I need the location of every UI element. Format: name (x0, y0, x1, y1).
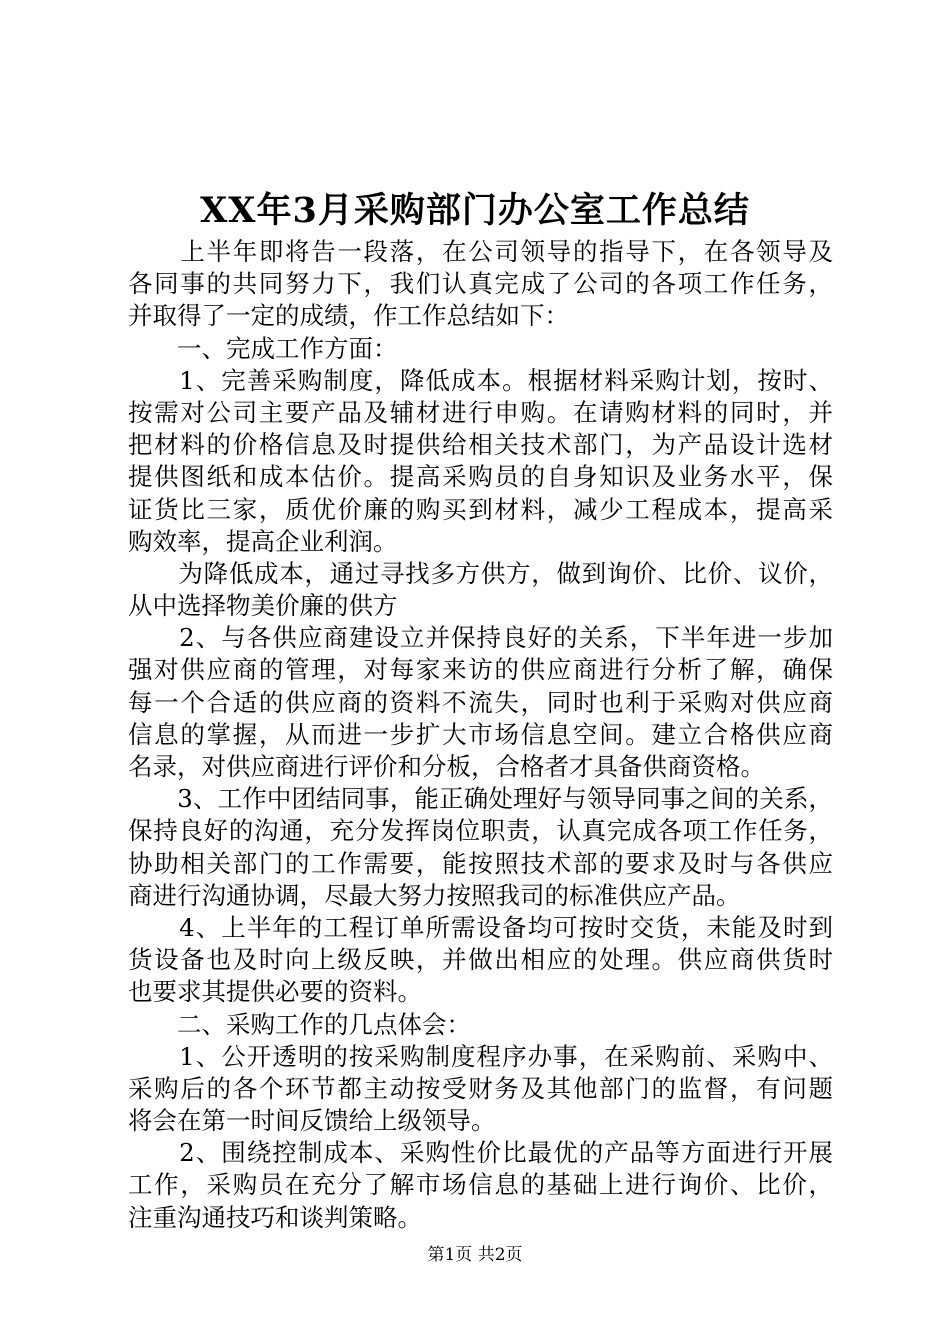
body-line: 将会在第一时间反馈给上级领导。 (128, 1106, 496, 1136)
body-line: 也要求其提供必要的资料。 (128, 977, 422, 1007)
document-title: XX年3月采购部门办公室工作总结 (200, 190, 750, 231)
body-line: 2、与各供应商建设立并保持良好的关系，下半年进一步加 (128, 623, 833, 653)
body-line: 3、工作中团结同事，能正确处理好与领导同事之间的关系， (128, 784, 833, 814)
body-line: 提供图纸和成本估价。提高采购员的自身知识及业务水平，保 (128, 462, 833, 492)
body-line: 证货比三家，质优价廉的购买到材料，减少工程成本，提高采 (128, 494, 833, 524)
body-line: 货设备也及时向上级反映，并做出相应的处理。供应商供货时 (128, 945, 833, 975)
body-line: 把材料的价格信息及时提供给相关技术部门，为产品设计选材 (128, 430, 833, 460)
document-body (128, 236, 833, 1234)
body-line: 信息的掌握，从而进一步扩大市场信息空间。建立合格供应商 (128, 719, 833, 749)
body-line: 1、公开透明的按采购制度程序办事，在采购前、采购中、 (128, 1041, 833, 1071)
body-line: 名录，对供应商进行评价和分板，合格者才具备供商资格。 (128, 752, 765, 781)
body-line: 4、上半年的工程订单所需设备均可按时交货，未能及时到 (128, 912, 833, 942)
body-line: 每一个合适的供应商的资料不流失，同时也利于采购对供应商 (128, 687, 833, 717)
body-line: 注重沟通技巧和谈判策略。 (128, 1202, 422, 1232)
body-line: 为降低成本，通过寻找多方供方，做到询价、比价、议价， (128, 558, 833, 588)
body-line: 并取得了一定的成绩，作工作总结如下： (128, 301, 569, 331)
body-line: 强对供应商的管理，对每家来访的供应商进行分析了解，确保 (128, 655, 833, 685)
body-line: 工作，采购员在充分了解市场信息的基础上进行询价、比价， (128, 1170, 833, 1200)
page-footer: 第1页 共2页 (427, 1245, 523, 1265)
body-line: 上半年即将告一段落，在公司领导的指导下，在各领导及 (128, 237, 833, 266)
body-line: 从中选择物美价廉的供方 (128, 591, 398, 621)
body-line: 购效率，提高企业利润。 (128, 526, 398, 556)
body-line: 一、完成工作方面： (128, 333, 398, 363)
body-line: 2、围绕控制成本、采购性价比最优的产品等方面进行开展 (128, 1138, 833, 1168)
body-line: 保持良好的沟通，充分发挥岗位职责，认真完成各项工作任务， (128, 816, 833, 846)
body-line: 协助相关部门的工作需要，能按照技术部的要求及时与各供应 (128, 848, 833, 878)
body-line: 二、采购工作的几点体会： (128, 1009, 471, 1039)
body-line: 商进行沟通协调，尽最大努力按照我司的标准供应产品。 (128, 880, 741, 910)
body-line: 采购后的各个环节都主动按受财务及其他部门的监督，有问题 (128, 1073, 833, 1103)
body-line: 1、完善采购制度，降低成本。根据材料采购计划，按时、 (128, 365, 833, 395)
body-line: 各同事的共同努力下，我们认真完成了公司的各项工作任务， (128, 269, 833, 299)
body-line: 按需对公司主要产品及辅材进行申购。在请购材料的同时，并 (128, 397, 833, 427)
